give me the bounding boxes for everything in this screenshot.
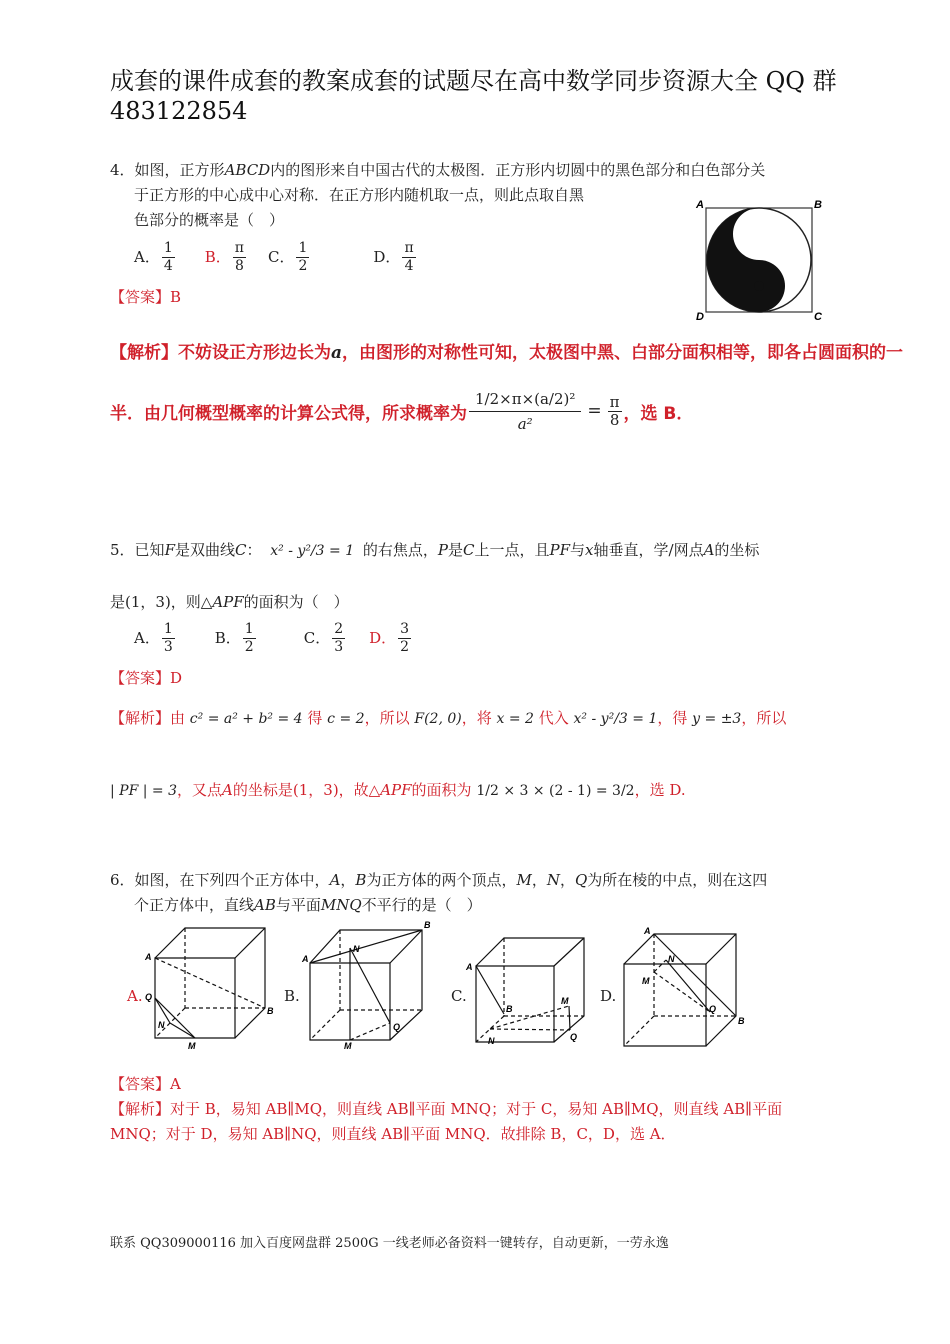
frac-den: 2: [244, 638, 254, 655]
q4-solution-line1: [110, 338, 910, 363]
q6-text: 为正方体的两个顶点，: [366, 871, 517, 889]
q5-opt-d-label: D．: [369, 629, 397, 647]
sol-text: 的坐标是(1，3)，故△: [232, 781, 381, 799]
sol-text: 得: [307, 709, 323, 727]
label-a: A: [696, 199, 704, 211]
sol-text: 代入: [538, 709, 569, 727]
q5-opt-c-label: C．: [303, 629, 331, 647]
sol-text: ，又点: [177, 781, 223, 799]
q5-text: 是: [448, 541, 464, 559]
q6-text: 与平面: [275, 896, 321, 914]
frac-num: π: [234, 239, 244, 256]
q4-text: 如图，正方形: [134, 161, 225, 179]
sol-eq: x = 2: [496, 711, 534, 727]
page-header: [110, 66, 870, 126]
q4-answer: [110, 285, 181, 309]
cube-c-figure: [462, 926, 596, 1052]
frac-num: 1: [244, 620, 254, 637]
label-c: C: [814, 311, 822, 323]
q4-options: [134, 235, 418, 279]
frac-den: 4: [163, 257, 173, 274]
cube-label-q: Q: [393, 1022, 401, 1032]
sol-text: ，选 B．: [623, 403, 694, 424]
q6-opt-c-label: C.: [451, 987, 467, 1005]
q4-stem-line3: 色部分的概率是（ ）: [134, 211, 285, 229]
frac-num: π: [404, 239, 414, 256]
q5-text: 与: [570, 541, 586, 559]
q5-opt-b-frac: [243, 621, 256, 656]
q4-opt-b-label: B．: [204, 248, 231, 266]
taiji-white-dot: [754, 229, 764, 239]
q5-options: [134, 616, 413, 660]
q5-text: 是双曲线: [174, 541, 235, 559]
q6-text: 不平行的是（ ）: [361, 896, 482, 914]
header-line2: 483122854: [110, 97, 248, 125]
sol-text: ，所以: [741, 709, 787, 727]
q6-text: 如图，在下列四个正方体中，: [134, 871, 330, 889]
q6-text: 为所在棱的中点，则在这四: [587, 871, 768, 889]
q6-text: ，: [340, 871, 356, 889]
cube-a-figure: [140, 918, 280, 1052]
frac-num: 1: [163, 239, 173, 256]
q5-text: 的坐标: [714, 541, 760, 559]
q4-solution-line2: [110, 378, 693, 444]
q5-var: x: [585, 541, 594, 559]
cube-label-a: A: [466, 962, 473, 972]
page-footer: 联系 QQ309000116 加入百度网盘群 2500G 一线老师必备资料一键转存，自动更新，一劳永逸: [110, 1236, 669, 1251]
answer-text: 【答案】D: [110, 669, 183, 687]
cube-label-a: A: [302, 954, 309, 964]
prob-result: [608, 394, 622, 429]
q6-solution-line1: 【解析】对于 B，易知 AB∥MQ，则直线 AB∥平面 MNQ；对于 C，易知 AB∥MQ，则直线 AB∥平面: [110, 1100, 783, 1118]
q6-stem-line1: 6．如图，在下列四个正方体中，A，B为正方体的两个顶点，M，N，Q为所在棱的中点，则在这四: [110, 871, 768, 889]
frac-den: 3: [334, 638, 344, 655]
cube-d-figure: [612, 922, 750, 1052]
q4-opt-d-frac: [402, 240, 415, 275]
q4-abcd: ABCD: [224, 161, 271, 179]
q6-var: M: [516, 871, 532, 889]
q5-stem-line1: [110, 538, 759, 563]
frac-num: 2: [334, 620, 344, 637]
cube-label-n: N: [488, 1036, 495, 1046]
frac-den: 3: [163, 638, 173, 655]
sol-var-a: a: [331, 343, 343, 363]
q4-stem-line1: [110, 158, 870, 182]
q6-number: 6．: [110, 871, 135, 889]
frac-num: 1: [163, 620, 173, 637]
answer-text: 【答案】A: [110, 1075, 181, 1093]
cube-label-n: N: [353, 944, 360, 954]
q5-text: 已知: [134, 541, 165, 559]
sol-eq: | PF | = 3: [110, 783, 178, 799]
cube-label-m: M: [561, 996, 569, 1006]
cube-label-a: A: [644, 926, 651, 936]
q5-var: P: [437, 541, 448, 559]
q4-text: 内的图形来自中国古代的太极图．正方形内切圆中的黑色部分和白色部分关: [270, 161, 766, 179]
sol-var: A: [222, 781, 233, 799]
q4-opt-a-frac: [162, 240, 175, 275]
label-d: D: [696, 311, 704, 323]
q5-opt-a-label: A．: [134, 629, 160, 647]
q5-opt-a-frac: [162, 621, 175, 656]
q5-text: 的面积为（ ）: [243, 593, 349, 611]
sol-text: 【解析】不妨设正方形边长为: [110, 343, 331, 363]
q4-opt-c-frac: [296, 240, 309, 275]
q5-text: 上一点，且: [474, 541, 550, 559]
q4-opt-b-frac: [233, 240, 246, 275]
sol-text: ，所以: [364, 709, 410, 727]
q6-var: Q: [574, 871, 588, 889]
cube-label-q: Q: [145, 992, 153, 1002]
q5-text: ：: [246, 541, 262, 559]
sol-text: ，得: [657, 709, 688, 727]
q5-number: 5．: [110, 541, 135, 559]
taiji-black-dot: [754, 281, 764, 291]
sol-eq: c² = a² + b² = 4: [189, 711, 303, 727]
sol-eq: x² - y²/3 = 1: [573, 711, 658, 727]
q4-opt-d-label: D．: [373, 248, 401, 266]
cube-label-m: M: [344, 1041, 352, 1051]
frac-den: 2: [400, 638, 410, 655]
q6-solution-line2: MNQ；对于 D，易知 AB∥NQ，则直线 AB∥平面 MNQ．故排除 B，C，D，选 A．: [110, 1125, 676, 1143]
cube-b-figure: [300, 918, 440, 1052]
cube-label-b: B: [738, 1016, 745, 1026]
sol-text: ，选 D.: [634, 781, 686, 799]
q6-var: N: [546, 871, 560, 889]
sol-eq: y = ±3: [692, 711, 742, 727]
label-b: B: [814, 199, 822, 211]
prob-numerator: 1/2×π×(a/2)²: [469, 387, 581, 412]
sol-eq: 1/2 × 3 × (2 - 1) = 3/2: [476, 783, 635, 799]
sol-text: ，由图形的对称性可知，太极图中黑、白部分面积相等，即各占圆面积的一: [342, 343, 904, 363]
q6-var: MNQ: [320, 896, 362, 914]
cube-label-n: N: [158, 1020, 165, 1030]
sol-text: 【解析】由: [110, 709, 186, 727]
q6-var: A: [329, 871, 341, 889]
q5-var: APF: [212, 593, 244, 611]
sol-var: APF: [380, 781, 412, 799]
sol-eq: F(2, 0): [414, 711, 462, 727]
prob-fraction: [469, 387, 581, 436]
q5-var: C: [463, 541, 475, 559]
q5-stem-line2: [110, 590, 349, 614]
q4-stem-line2: 于正方形的中心成中心对称．在正方形内随机取一点，则此点取自黑: [134, 186, 585, 204]
q5-answer: [110, 666, 182, 690]
q5-var: PF: [549, 541, 571, 559]
q5-opt-d-frac: [398, 621, 411, 656]
sol-eq: c = 2: [327, 711, 365, 727]
taiji-figure: [692, 196, 828, 324]
cube-label-q: Q: [570, 1032, 578, 1042]
q5-opt-b-label: B．: [214, 629, 241, 647]
q5-text: 的右焦点，: [362, 541, 438, 559]
q5-solution-line2: [110, 778, 686, 803]
q4-opt-c-label: C．: [268, 248, 295, 266]
q6-opt-d-label: D.: [600, 987, 617, 1005]
q6-opt-b-label: B.: [284, 987, 300, 1005]
q6-stem-line2: [134, 893, 482, 917]
frac-den: 2: [298, 257, 308, 274]
q6-opt-a-label: A.: [127, 987, 143, 1005]
q6-text: 个正方体中，直线: [134, 896, 255, 914]
sol-text: 的面积为: [411, 781, 472, 799]
cube-label-n: N: [668, 954, 675, 964]
q4-opt-a-label: A．: [134, 248, 160, 266]
q5-var: A: [703, 541, 715, 559]
q5-text: 轴垂直，学/网点: [593, 541, 704, 559]
frac-den: 8: [234, 257, 244, 274]
frac-num: 3: [400, 620, 410, 637]
cube-label-a: A: [145, 952, 152, 962]
frac-num: 1: [298, 239, 308, 256]
cube-label-m: M: [642, 976, 650, 986]
answer-text: 【答案】B: [110, 288, 182, 306]
cube-label-m: M: [188, 1041, 196, 1051]
cube-label-q: Q: [709, 1004, 717, 1014]
q5-text: 是(1，3)，则△: [110, 593, 213, 611]
frac-num: π: [609, 392, 620, 411]
cube-label-b: B: [424, 920, 431, 930]
frac-den: 8: [609, 410, 620, 429]
q5-solution-line1: [110, 706, 786, 731]
q6-var: AB: [254, 896, 276, 914]
cube-label-b: B: [267, 1006, 274, 1016]
q5-var: F: [164, 541, 175, 559]
prob-denominator: a²: [517, 414, 533, 433]
equals-sign: =: [587, 401, 602, 421]
sol-text: 半．由几何概型概率的计算公式得，所求概率为: [110, 403, 467, 424]
cube-label-b: B: [506, 1004, 513, 1014]
sol-text: ，将: [461, 709, 492, 727]
q4-number: 4．: [110, 161, 135, 179]
q6-answer: [110, 1072, 181, 1096]
frac-den: 4: [404, 257, 414, 274]
hyperbola-equation: x² - y²/3 = 1: [270, 543, 355, 559]
q6-var: B: [355, 871, 367, 889]
q5-opt-c-frac: [332, 621, 345, 656]
q5-var: C: [235, 541, 247, 559]
header-line1: 成套的课件成套的教案成套的试题尽在高中数学同步资源大全 QQ 群: [110, 67, 837, 95]
